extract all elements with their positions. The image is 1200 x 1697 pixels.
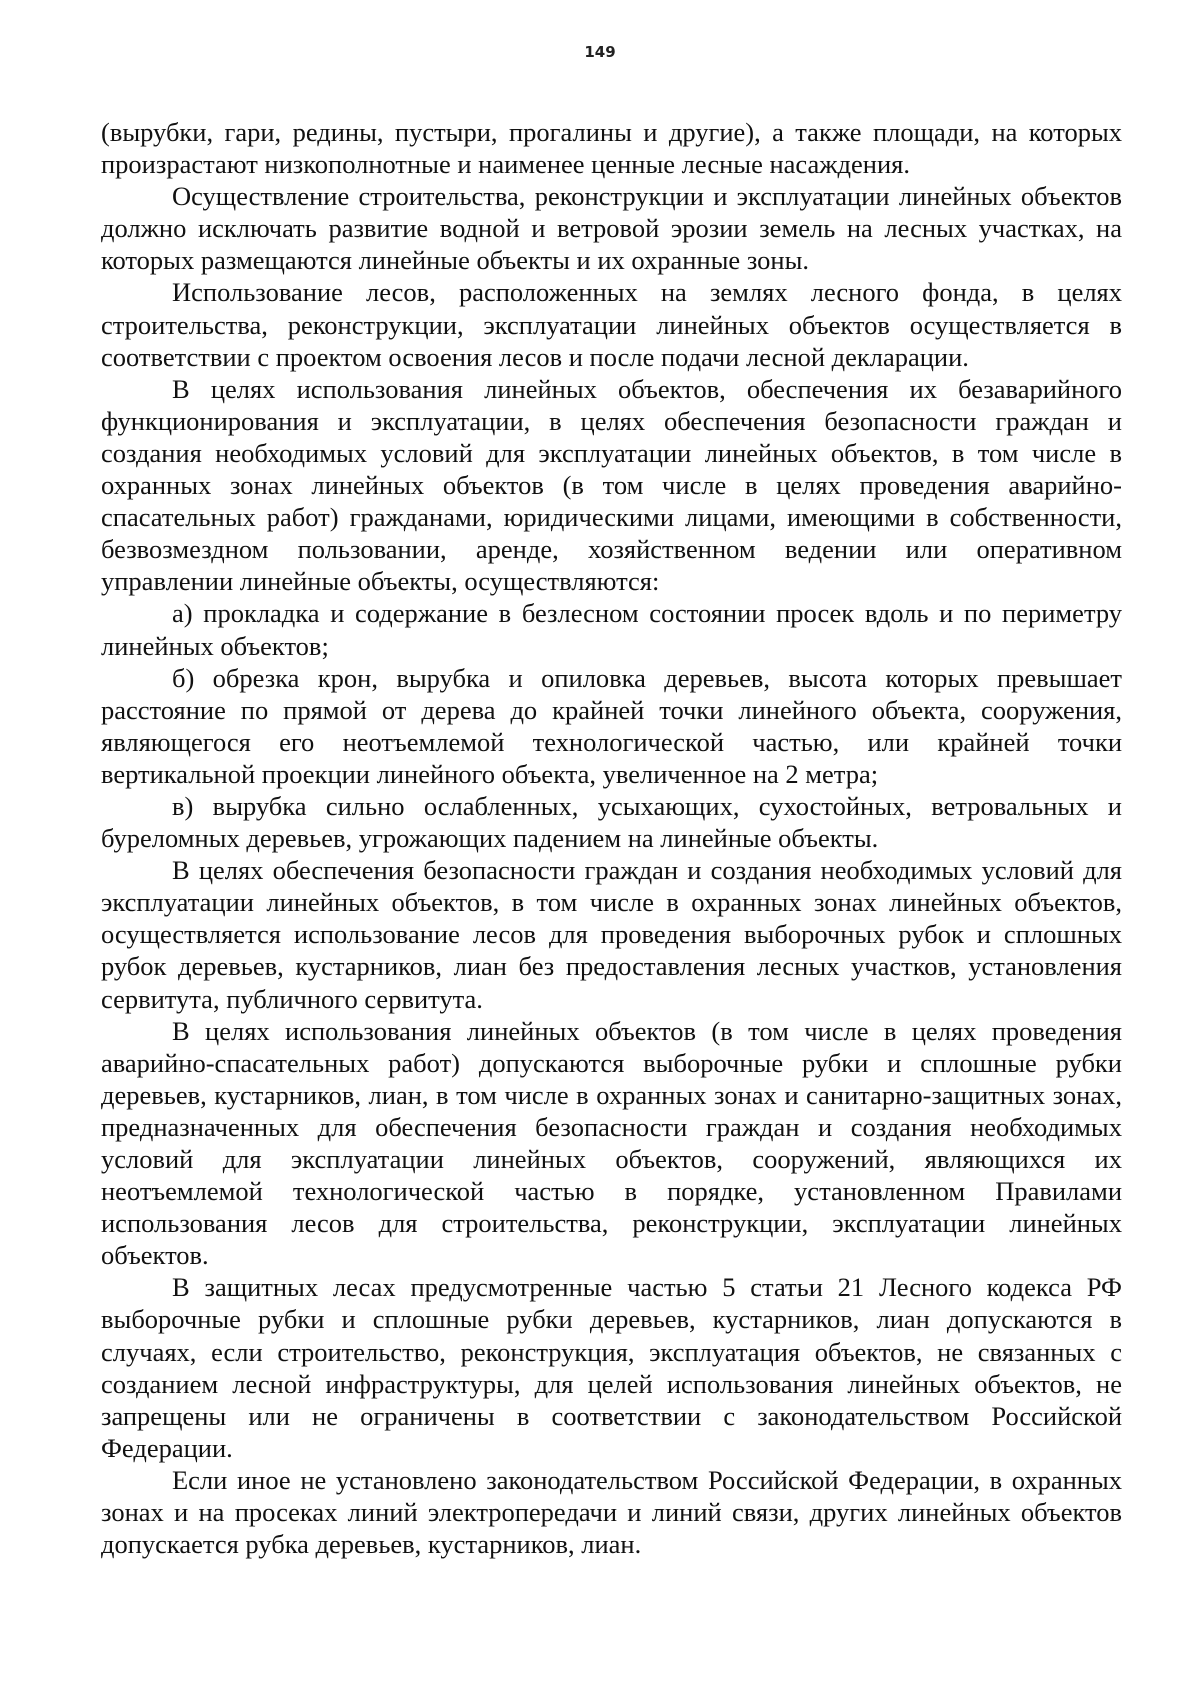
paragraph: Осуществление строительства, реконструкции и эксплуатации линейных объектов должно исключать развитие водной и ветровой эрозии земель на лесных участках, на которых размещаются линейные объекты и их охранные зоны. [101,181,1122,276]
paragraph: В целях использования линейных объектов (в том числе в целях проведения аварийно-спасательных работ) допускаются выборочные рубки и сплошные рубки деревьев, кустарников, лиан, в том числе в охранных зонах и санитарно-защитных зонах, предназначенных для обеспечения безопасности граждан и создания необходимых условий для эксплуатации линейных объектов, сооружений, являющихся их неотъемлемой технологической частью в порядке, установленном Правилами использования лесов для строительства, реконструкции, эксплуатации линейных объектов. [101,1015,1122,1271]
list-item-v: в) вырубка сильно ослабленных, усыхающих, сухостойных, ветровальных и буреломных деревьев, угрожающих падением на линейные объекты. [101,790,1122,854]
paragraph: Если иное не установлено законодательством Российской Федерации, в охранных зонах и на просеках линий электропередачи и линий связи, других линейных объектов допускается рубка деревьев, кустарников, лиан. [101,1464,1122,1560]
paragraph: В целях обеспечения безопасности граждан и создания необходимых условий для эксплуатации линейных объектов, в том числе в охранных зонах линейных объектов, осуществляется использование лесов для проведения выборочных рубок и сплошных рубок деревьев, кустарников, лиан без предоставления лесных участков, установления сервитута, публичного сервитута. [101,855,1122,1014]
paragraph-continuation: (вырубки, гари, редины, пустыри, прогалины и другие), а также площади, на которых произрастают низкополнотные и наименее ценные лесные насаждения. [101,117,1122,180]
body-text [101,116,1122,1560]
paragraph: В целях использования линейных объектов, обеспечения их безаварийного функционирования и эксплуатации, в целях обеспечения безопасности граждан и создания необходимых условий для эксплуатации линейных объектов, в том числе в охранных зонах линейных объектов (в том числе в целях проведения аварийно-спасательных работ) гражданами, юридическими лицами, имеющими в собственности, безвозмездном пользовании, аренде, хозяйственном ведении или оперативном управлении линейные объекты, осуществляются: [101,373,1122,597]
paragraph: В защитных лесах предусмотренные частью 5 статьи 21 Лесного кодекса РФ выборочные рубки и сплошные рубки деревьев, кустарников, лиан допускаются в случаях, если строительство, реконструкция, эксплуатация объектов, не связанных с созданием лесной инфраструктуры, для целей использования линейных объектов, не запрещены или не ограничены в соответствии с законодательством Российской Федерации. [101,1272,1122,1463]
paragraph: Использование лесов, расположенных на землях лесного фонда, в целях строительства, реконструкции, эксплуатации линейных объектов осуществляется в соответствии с проектом освоения лесов и после подачи лесной декларации. [101,277,1122,372]
page-number: 149 [584,43,616,61]
list-item-b: б) обрезка крон, вырубка и опиловка деревьев, высота которых превышает расстояние по прямой от дерева до крайней точки линейного объекта, сооружения, являющегося его неотъемлемой технологической частью, или крайней точки вертикальной проекции линейного объекта, увеличенное на 2 метра; [101,662,1122,789]
list-item-a: а) прокладка и содержание в безлесном состоянии просек вдоль и по периметру линейных объектов; [101,598,1122,661]
